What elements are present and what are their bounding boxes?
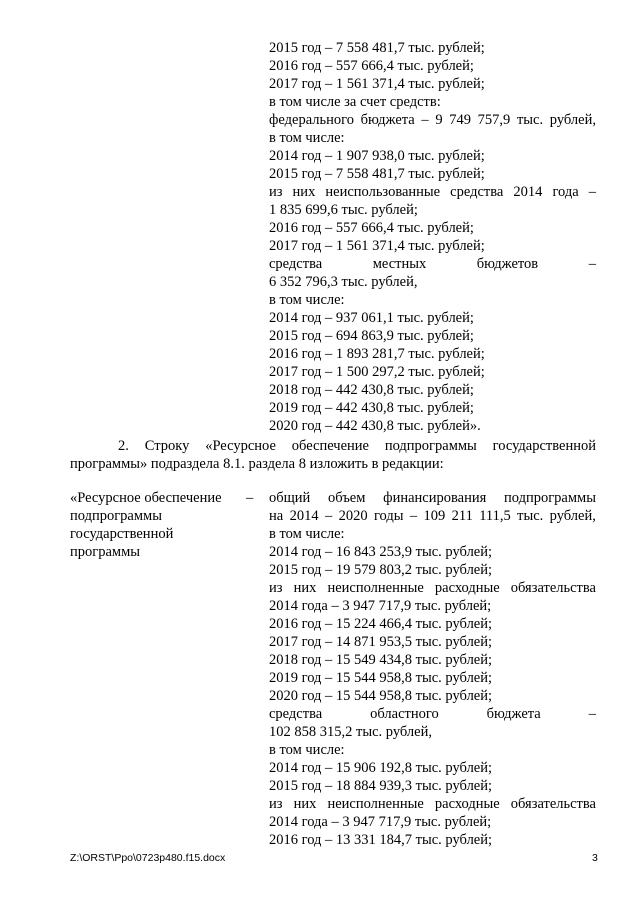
funding-line: 2017 год – 1 561 371,4 тыс. рублей; (269, 238, 485, 254)
label-line: государственной (70, 526, 174, 542)
funding-line: 2015 год – 19 579 803,2 тыс. рублей; (269, 562, 493, 578)
funding-line: 2020 год – 442 430,8 тыс. рублей». (269, 418, 481, 434)
funding-line: в том числе: (269, 130, 345, 146)
funding-line: 2019 год – 442 430,8 тыс. рублей; (269, 400, 474, 416)
label-dash: – (246, 490, 254, 506)
funding-line: 2015 год – 18 884 939,3 тыс. рублей; (269, 778, 493, 794)
funding-line: 2017 год – 1 500 297,2 тыс. рублей; (269, 364, 485, 380)
funding-line: из них неисполненные расходные обязательства (269, 796, 596, 812)
paragraph-line-1: 2. Строку «Ресурсное обеспечение подпрограммы государственной (118, 438, 596, 454)
funding-line: 2015 год – 694 863,9 тыс. рублей; (269, 328, 474, 344)
funding-line: в том числе: (269, 742, 345, 758)
funding-line: 2015 год – 7 558 481,7 тыс. рублей; (269, 166, 485, 182)
funding-line: 2017 год – 1 561 371,4 тыс. рублей; (269, 76, 485, 92)
funding-line: 2016 год – 1 893 281,7 тыс. рублей; (269, 346, 485, 362)
funding-line: 6 352 796,3 тыс. рублей, (269, 274, 418, 290)
funding-line: на 2014 – 2020 годы – 109 211 111,5 тыс. рублей, (269, 508, 596, 524)
funding-line: в том числе: (269, 292, 345, 308)
funding-line: 1 835 699,6 тыс. рублей; (269, 202, 418, 218)
funding-line: средства областного бюджета – (269, 706, 596, 722)
footer-page-number: 3 (592, 852, 598, 864)
funding-line: федерального бюджета – 9 749 757,9 тыс. рублей, (269, 112, 596, 128)
funding-line: 2019 год – 15 544 958,8 тыс. рублей; (269, 670, 493, 686)
funding-line: из них неиспользованные средства 2014 года – (269, 184, 596, 200)
funding-line: 2017 год – 14 871 953,5 тыс. рублей; (269, 634, 493, 650)
funding-line: в том числе за счет средств: (269, 94, 441, 110)
label-line: «Ресурсное обеспечение (70, 490, 222, 506)
paragraph-line-2: программы» подраздела 8.1. раздела 8 изложить в редакции: (70, 456, 444, 472)
funding-line: 2016 год – 15 224 466,4 тыс. рублей; (269, 616, 493, 632)
label-line: подпрограммы (70, 508, 162, 524)
funding-line: 2016 год – 557 666,4 тыс. рублей; (269, 220, 474, 236)
funding-line: 2014 год – 937 061,1 тыс. рублей; (269, 310, 474, 326)
funding-line: в том числе: (269, 526, 345, 542)
funding-line: 2016 год – 557 666,4 тыс. рублей; (269, 58, 474, 74)
funding-line: 2018 год – 15 549 434,8 тыс. рублей; (269, 652, 493, 668)
funding-line: общий объем финансирования подпрограммы (269, 490, 596, 506)
funding-line: средства местных бюджетов – (269, 256, 596, 272)
footer-file-path: Z:\ORST\Ppo\0723p480.f15.docx (70, 852, 226, 864)
funding-line: 102 858 315,2 тыс. рублей, (269, 724, 432, 740)
funding-line: 2014 года – 3 947 717,9 тыс. рублей; (269, 598, 492, 614)
funding-line: 2014 года – 3 947 717,9 тыс. рублей; (269, 814, 492, 830)
funding-line: 2018 год – 442 430,8 тыс. рублей; (269, 382, 474, 398)
funding-line: 2014 год – 16 843 253,9 тыс. рублей; (269, 544, 493, 560)
funding-line: из них неисполненные расходные обязательства (269, 580, 596, 596)
funding-line: 2014 год – 1 907 938,0 тыс. рублей; (269, 148, 485, 164)
funding-line: 2020 год – 15 544 958,8 тыс. рублей; (269, 688, 493, 704)
funding-line: 2016 год – 13 331 184,7 тыс. рублей; (269, 832, 493, 848)
label-line: программы (70, 544, 140, 560)
funding-line: 2014 год – 15 906 192,8 тыс. рублей; (269, 760, 493, 776)
funding-line: 2015 год – 7 558 481,7 тыс. рублей; (269, 40, 485, 56)
